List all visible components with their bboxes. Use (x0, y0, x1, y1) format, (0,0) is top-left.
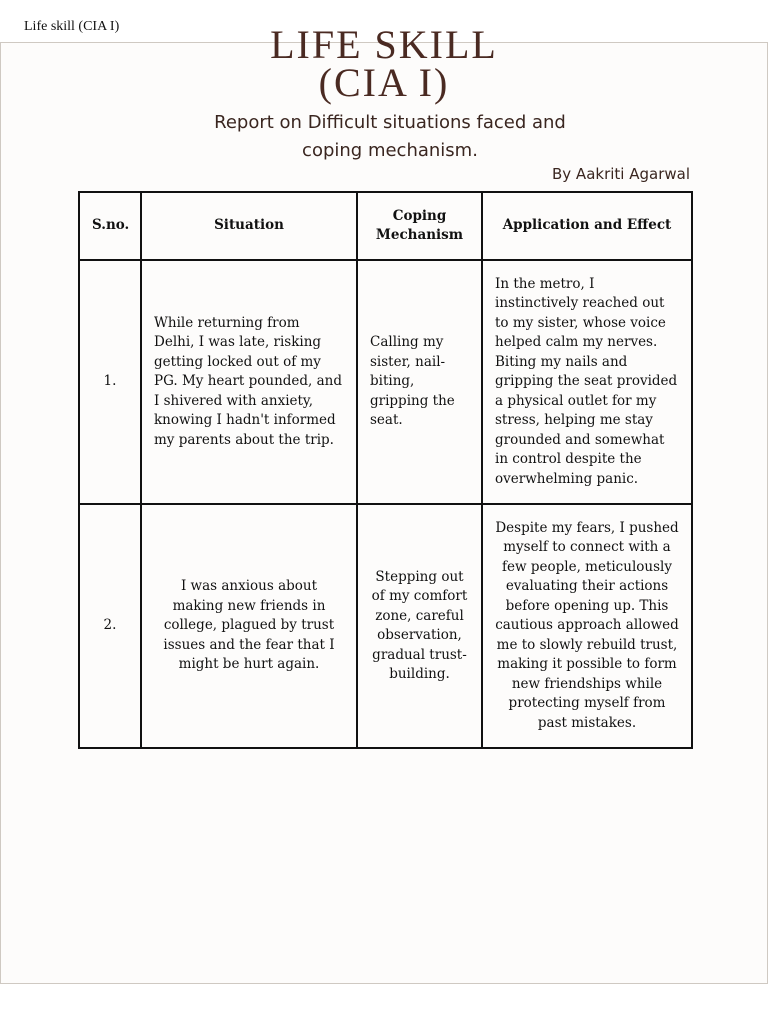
page-title-line2: (CIA I) (318, 60, 450, 105)
table-header-row (79, 192, 692, 260)
table-row (79, 260, 692, 504)
cell-coping: Calling my sister, nail-biting, gripping the seat. (357, 260, 482, 504)
cell-effect: Despite my fears, I pushed myself to connect with a few people, meticulously evaluating their actions before opening up. This cautious approach allowed me to slowly rebuild trust, making it possible to form new friendships while protecting myself from past mistakes. (482, 504, 692, 748)
cell-sno: 1. (79, 260, 141, 504)
cell-situation: While returning from Delhi, I was late, risking getting locked out of my PG. My heart pounded, and I shivered with anxiety, knowing I hadn't informed my parents about the trip. (141, 260, 357, 504)
subtitle-line2: coping mechanism. (302, 140, 478, 161)
subtitle: Report on Difficult situations faced and (214, 112, 566, 133)
column-header-effect: Application and Effect (482, 192, 692, 260)
report-table (78, 191, 693, 749)
cell-effect: In the metro, I instinctively reached out to my sister, whose voice helped calm my nerves. Biting my nails and gripping the seat provided a physical outlet for my stress, helping me stay grounded and somewhat in control despite the overwhelming panic. (482, 260, 692, 504)
page-title: LIFE SKILL (270, 22, 498, 67)
cell-situation: I was anxious about making new friends in college, plagued by trust issues and the fear that I might be hurt again. (141, 504, 357, 748)
table-row (79, 504, 692, 748)
column-header-situation: Situation (141, 192, 357, 260)
column-header-sno: S.no. (79, 192, 141, 260)
author-byline: By Aakriti Agarwal (552, 165, 690, 183)
corner-label: Life skill (CIA I) (24, 19, 120, 34)
cell-sno: 2. (79, 504, 141, 748)
column-header-coping: Coping Mechanism (357, 192, 482, 260)
cell-coping: Stepping out of my comfort zone, careful observation, gradual trust-building. (357, 504, 482, 748)
